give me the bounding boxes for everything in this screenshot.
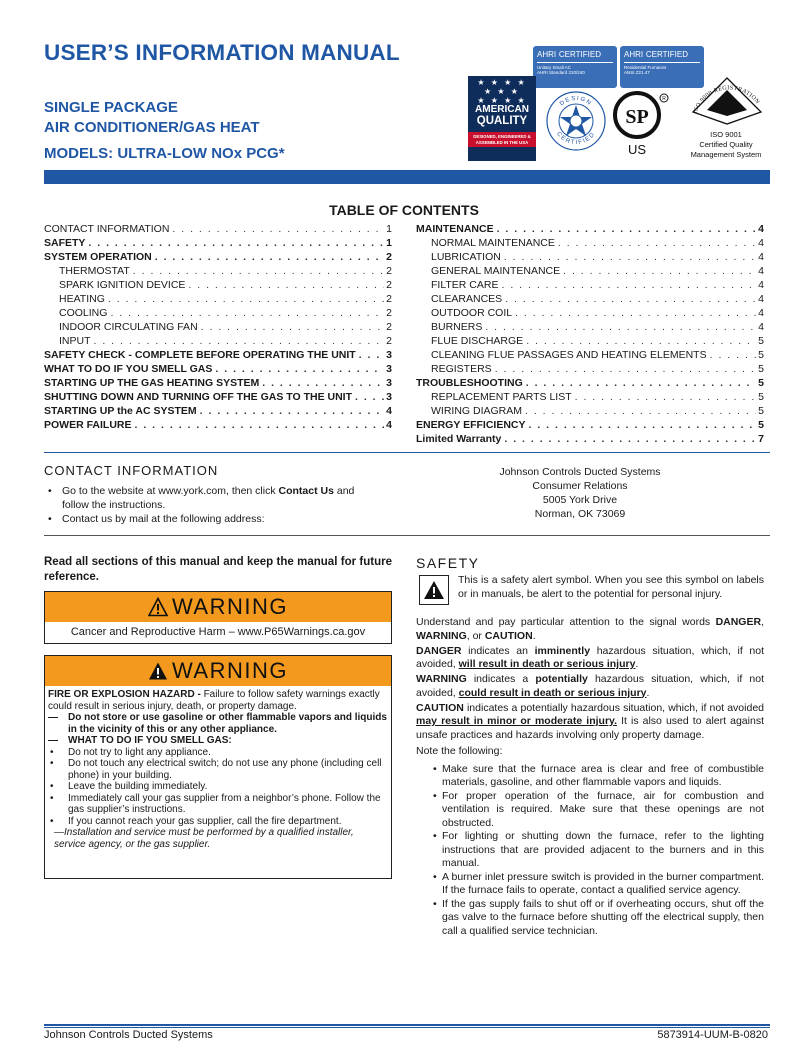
toc-leader-dots	[200, 404, 385, 418]
warning-banner	[45, 592, 391, 622]
toc-leader-dots	[262, 376, 384, 390]
read-all-notice: Read all sections of this manual and keep the manual for future reference.	[44, 556, 392, 583]
toc-entry-label: Limited Warranty	[416, 433, 502, 445]
toc-entry-page: 1	[386, 223, 392, 235]
toc-entry-label: OUTDOOR COIL	[431, 307, 513, 319]
svg-text:R: R	[662, 96, 666, 102]
warning-box-p65	[44, 591, 392, 644]
contact-section	[44, 464, 384, 526]
toc-entry-page: 3	[386, 391, 392, 403]
toc-entry[interactable]	[44, 320, 392, 334]
toc-entry-label: INPUT	[59, 335, 91, 347]
list-item: • If you cannot reach your gas supplier, call the fire department.	[48, 816, 388, 828]
stars-icon: ★ ★ ★ ★ ★ ★ ★ ★ ★ ★ ★	[477, 78, 527, 105]
toc-entry-label: REPLACEMENT PARTS LIST	[431, 391, 572, 403]
list-item: • A burner inlet pressure switch is provided in the burner compartment. If the furnace fails to operate, contact a qualified service agency.	[416, 871, 764, 898]
danger-para: DANGER indicates an imminently hazardous situation, which, if not avoided, will result in death or serious injury.	[416, 644, 764, 670]
toc-entry[interactable]	[44, 250, 392, 264]
toc-entry-page: 3	[386, 363, 392, 375]
toc-right-column	[416, 222, 764, 446]
toc-entry-label: SYSTEM OPERATION	[44, 251, 152, 263]
toc-leader-dots	[201, 320, 385, 334]
toc-leader-dots	[501, 278, 756, 292]
toc-entry[interactable]	[416, 250, 764, 264]
aq-line1: AMERICAN	[475, 104, 529, 115]
toc-entry[interactable]	[416, 376, 764, 390]
american-quality-logo	[468, 76, 536, 161]
warning-banner	[45, 656, 391, 686]
toc-leader-dots	[526, 334, 756, 348]
toc-entry-page: 4	[386, 419, 392, 431]
toc-heading: TABLE OF CONTENTS	[329, 202, 479, 218]
safety-body	[416, 616, 764, 938]
ahri-cert: CERTIFIED	[645, 50, 688, 59]
csa-country: US	[627, 142, 647, 157]
contact-bullet-mail: • Contact us by mail at the following address:	[44, 512, 384, 526]
toc-leader-dots	[497, 222, 757, 236]
toc-entry-label: POWER FAILURE	[44, 419, 132, 431]
toc-leader-dots	[359, 348, 384, 362]
toc-entry-label: CLEARANCES	[431, 293, 503, 305]
toc-entry-page: 5	[758, 391, 764, 403]
installation-note: —Installation and service must be performed by a qualified installer, service agency, or the gas supplier.	[54, 827, 354, 850]
ahri-line2: ANSI Z21.47	[624, 70, 650, 75]
toc-entry-label: LUBRICATION	[431, 251, 501, 263]
toc-leader-dots	[558, 236, 756, 250]
toc-entry-page: 2	[386, 321, 392, 333]
warning-box-gas	[44, 655, 392, 879]
toc-entry[interactable]	[416, 320, 764, 334]
list-item: • For lighting or shutting down the furnace, refer to the lighting instructions that are provided adjacent to the burners and in this manual.	[416, 830, 764, 871]
toc-entry-label: SPARK IGNITION DEVICE	[59, 279, 186, 291]
toc-entry-label: INDOOR CIRCULATING FAN	[59, 321, 198, 333]
contact-heading: CONTACT INFORMATION	[44, 463, 219, 478]
address-line: Johnson Controls Ducted Systems	[499, 466, 661, 478]
toc-entry[interactable]	[416, 432, 764, 446]
subtitle-line-1: SINGLE PACKAGE	[44, 99, 178, 116]
toc-entry[interactable]	[416, 292, 764, 306]
toc-leader-dots	[108, 292, 384, 306]
list-item: • Immediately call your gas supplier from a neighbor’s phone. Follow the gas supplier’s instructions.	[48, 793, 388, 816]
toc-entry-page: 5	[758, 405, 764, 417]
toc-entry-label: GENERAL MAINTENANCE	[431, 265, 561, 277]
toc-leader-dots	[188, 278, 384, 292]
toc-leader-dots	[504, 432, 756, 446]
toc-entry-page: 2	[386, 265, 392, 277]
toc-leader-dots	[133, 264, 384, 278]
toc-entry[interactable]	[44, 376, 392, 390]
toc-leader-dots	[504, 250, 756, 264]
iso-line3: Management System	[690, 150, 762, 159]
toc-leader-dots	[135, 418, 385, 432]
toc-entry[interactable]	[44, 404, 392, 418]
iso-caption	[683, 130, 769, 160]
toc-leader-dots	[485, 320, 756, 334]
toc-entry[interactable]	[416, 390, 764, 404]
toc-entry-page: 5	[758, 335, 764, 347]
seal-bottom-text: CERTIFIED	[555, 131, 597, 147]
list-item: • Make sure that the furnace area is clear and free of combustible materials, gasoline, and other flammable vapors and liquids.	[416, 763, 764, 790]
toc-divider	[44, 452, 770, 453]
toc-entry-page: 5	[758, 377, 764, 389]
toc-entry-page: 4	[758, 321, 764, 333]
toc-entry-label: STARTING UP THE GAS HEATING SYSTEM	[44, 377, 260, 389]
toc-entry[interactable]	[44, 390, 392, 404]
list-item: • If the gas supply fails to shut off or if overheating occurs, shut off the gas valve to the furnace before shutting off the electrical supply, then call a qualified service technician.	[416, 898, 764, 939]
safety-alert-icon	[419, 575, 449, 605]
toc-entry[interactable]	[416, 222, 764, 236]
dash-item: — Do not store or use gasoline or other flammable vapors and liquids in the vicinity of this or any other appliance.	[48, 712, 387, 735]
caution-para: CAUTION indicates a potentially hazardous situation, which, if not avoided may result in minor or moderate injury. It is also used to alert against unsafe practices and hazards involving only property damage.	[416, 701, 764, 741]
toc-entry-label: FILTER CARE	[431, 279, 499, 291]
toc-entry[interactable]	[44, 292, 392, 306]
toc-entry-label: REGISTERS	[431, 363, 492, 375]
toc-entry[interactable]	[44, 418, 392, 432]
toc-leader-dots	[215, 362, 384, 376]
aq-line2: QUALITY	[476, 115, 528, 127]
list-item: • Do not touch any electrical switch; do not use any phone (including cell phone) in your building.	[48, 758, 388, 781]
toc-leader-dots	[355, 390, 384, 404]
toc-entry-page: 1	[386, 237, 392, 249]
subtitle	[44, 98, 464, 138]
toc-leader-dots	[94, 334, 385, 348]
toc-entry-label: CLEANING FLUE PASSAGES AND HEATING ELEMENTS	[431, 349, 707, 361]
section-divider	[44, 535, 770, 536]
csa-logo	[611, 90, 671, 160]
toc-entry-page: 3	[386, 349, 392, 361]
toc-entry-label: STARTING UP the AC SYSTEM	[44, 405, 197, 417]
toc-entry-page: 2	[386, 251, 392, 263]
subtitle-line-2: AIR CONDITIONER/GAS HEAT	[44, 119, 260, 136]
toc-entry-label: FLUE DISCHARGE	[431, 335, 524, 347]
hazard-statement: FIRE OR EXPLOSION HAZARD - Failure to follow safety warnings exactly could result in serious injury, death, or property damage.	[48, 689, 380, 712]
toc-entry[interactable]	[44, 306, 392, 320]
toc-entry[interactable]	[44, 264, 392, 278]
toc-entry-page: 5	[758, 419, 764, 431]
svg-text:CERTIFIED	[555, 131, 597, 146]
toc-entry[interactable]	[44, 222, 392, 236]
toc-leader-dots	[710, 348, 757, 362]
signal-words-para: Understand and pay particular attention to the signal words DANGER, WARNING, or CAUTION.	[416, 616, 764, 642]
dash-item: — WHAT TO DO IF YOU SMELL GAS:	[48, 735, 232, 746]
toc-entry-page: 7	[758, 433, 764, 445]
warning-title: WARNING	[171, 658, 288, 683]
toc-entry-page: 4	[758, 265, 764, 277]
safety-alert-text: This is a safety alert symbol. When you see this symbol on labels or in manuals, be alert to the potential for personal injury.	[458, 574, 764, 600]
ahri-line2: AHRI Standard 210/240	[537, 70, 585, 75]
smell-gas-list	[48, 747, 388, 828]
toc-entry-page: 4	[386, 405, 392, 417]
toc-entry[interactable]	[416, 264, 764, 278]
toc-entry-page: 4	[758, 293, 764, 305]
safety-heading: SAFETY	[416, 555, 480, 571]
toc-entry-label: CONTACT INFORMATION	[44, 223, 170, 235]
toc-entry-page: 5	[758, 363, 764, 375]
toc-entry-label: NORMAL MAINTENANCE	[431, 237, 555, 249]
address-line: Norman, OK 73069	[534, 508, 626, 520]
list-item: • For proper operation of the furnace, air for combustion and ventilation is required. Make sure that these openings are not obstructed.	[416, 790, 764, 831]
list-item: • Do not try to light any appliance.	[48, 747, 388, 759]
toc-entry-label: TROUBLESHOOTING	[416, 377, 523, 389]
toc-entry-page: 3	[386, 377, 392, 389]
toc-entry-page: 4	[758, 251, 764, 263]
footer-rule-thin	[44, 1027, 770, 1028]
toc-leader-dots	[505, 292, 756, 306]
ahri-brand: AHRI	[624, 50, 644, 59]
mailing-address	[480, 465, 680, 521]
toc-entry-page: 2	[386, 293, 392, 305]
toc-leader-dots	[529, 418, 757, 432]
warning-title: WARNING	[171, 594, 288, 619]
ahri-certified-logo-left	[533, 46, 617, 88]
toc-entry-page: 4	[758, 223, 764, 235]
toc-leader-dots	[515, 306, 756, 320]
toc-leader-dots	[575, 390, 757, 404]
contact-us-link[interactable]: Contact Us	[278, 485, 334, 497]
toc-entry[interactable]	[416, 236, 764, 250]
toc-entry-label: COOLING	[59, 307, 108, 319]
toc-entry-label: WIRING DIAGRAM	[431, 405, 522, 417]
note-label: Note the following:	[416, 745, 503, 757]
toc-entry-page: 2	[386, 307, 392, 319]
header-rule	[44, 170, 770, 184]
toc-leader-dots	[526, 376, 756, 390]
ahri-line1: Residential Furnaces	[624, 65, 667, 70]
warning-triangle-icon	[148, 597, 168, 617]
toc-entry[interactable]	[416, 418, 764, 432]
toc-entry-page: 4	[758, 237, 764, 249]
footer-rule	[44, 1024, 770, 1026]
warning-para: WARNING indicates a potentially hazardous situation, which, if not avoided, could result in death or serious injury.	[416, 673, 764, 699]
address-line: 5005 York Drive	[542, 494, 618, 506]
p65-message: Cancer and Reproductive Harm – www.P65Warnings.ca.gov	[70, 626, 366, 638]
toc-left-column	[44, 222, 392, 432]
toc-entry-label: THERMOSTAT	[59, 265, 130, 277]
address-line: Consumer Relations	[532, 480, 628, 492]
toc-leader-dots	[563, 264, 756, 278]
toc-entry[interactable]	[416, 334, 764, 348]
ahri-cert: CERTIFIED	[558, 50, 601, 59]
list-item: • Leave the building immediately.	[48, 781, 388, 793]
toc-entry[interactable]	[416, 404, 764, 418]
page-title: USER’S INFORMATION MANUAL	[44, 40, 400, 65]
footer-company: Johnson Controls Ducted Systems	[44, 1029, 213, 1041]
toc-entry-page: 4	[758, 279, 764, 291]
seal-top-text: DESIGN	[558, 95, 594, 108]
toc-entry-page: 4	[758, 307, 764, 319]
toc-leader-dots	[525, 404, 756, 418]
iso-line1: ISO 9001	[710, 130, 742, 139]
toc-leader-dots	[172, 222, 384, 236]
iso-line2: Certified Quality	[699, 140, 753, 149]
toc-entry-label: MAINTENANCE	[416, 223, 494, 235]
toc-leader-dots	[155, 250, 384, 264]
note-list	[416, 763, 764, 939]
models-line: MODELS: ULTRA-LOW NOx PCG*	[44, 145, 285, 162]
toc-leader-dots	[495, 362, 756, 376]
csa-mark: SP	[625, 106, 649, 128]
design-certified-seal-icon	[545, 90, 607, 152]
toc-entry-label: WHAT TO DO IF YOU SMELL GAS	[44, 363, 213, 375]
toc-entry-label: SAFETY CHECK - COMPLETE BEFORE OPERATING THE UNIT	[44, 349, 356, 361]
ahri-line1: Unitary Small AC	[537, 65, 572, 70]
aq-tag: DESIGNED, ENGINEERED & ASSEMBLED IN THE USA	[468, 132, 536, 147]
toc-entry-label: SAFETY	[44, 237, 86, 249]
toc-entry[interactable]	[44, 334, 392, 348]
toc-entry-label: HEATING	[59, 293, 105, 305]
toc-entry-label: BURNERS	[431, 321, 483, 333]
ahri-brand: AHRI	[537, 50, 557, 59]
toc-entry[interactable]	[44, 236, 392, 250]
toc-entry[interactable]	[416, 362, 764, 376]
iso-arc-text: ISO 9000 REGISTRATION	[692, 85, 761, 115]
warning-triangle-icon	[148, 661, 168, 681]
toc-entry-page: 2	[386, 335, 392, 347]
toc-leader-dots	[110, 306, 384, 320]
toc-leader-dots	[88, 236, 384, 250]
toc-entry[interactable]	[416, 278, 764, 292]
toc-entry[interactable]	[44, 362, 392, 376]
toc-entry-label: ENERGY EFFICIENCY	[416, 419, 526, 431]
toc-entry[interactable]	[44, 278, 392, 292]
toc-entry[interactable]	[416, 348, 764, 362]
toc-entry-label: SHUTTING DOWN AND TURNING OFF THE GAS TO THE UNIT	[44, 391, 352, 403]
contact-bullet-website: • Go to the website at www.york.com, then click Contact Us and follow the instructions.	[44, 484, 384, 512]
footer-doc-number: 5873914-UUM-B-0820	[657, 1029, 768, 1041]
toc-entry-page: 2	[386, 279, 392, 291]
toc-entry[interactable]	[44, 348, 392, 362]
toc-entry-page: 5	[758, 349, 764, 361]
toc-entry[interactable]	[416, 306, 764, 320]
